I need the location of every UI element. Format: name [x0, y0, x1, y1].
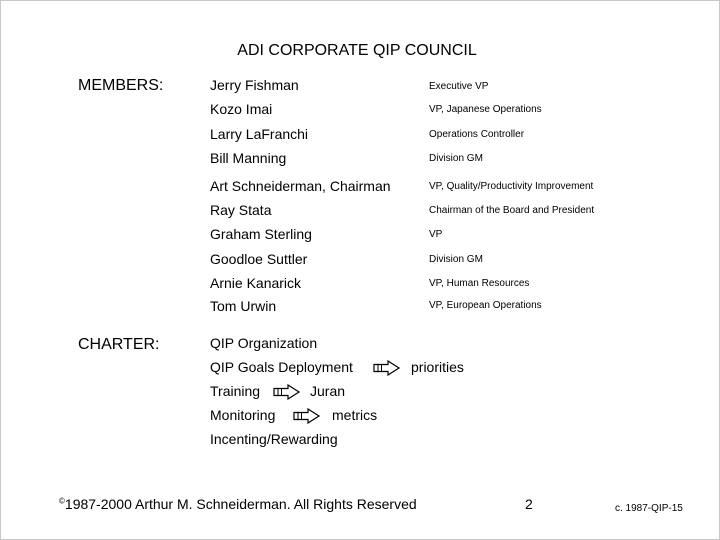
member-name: Goodloe Suttler [210, 251, 308, 267]
member-name: Ray Stata [210, 202, 272, 218]
charter-item: QIP Organization [210, 335, 318, 351]
member-role: VP, Quality/Productivity Improvement [429, 181, 594, 192]
member-name: Larry LaFranchi [210, 126, 309, 142]
member-name: Bill Manning [210, 150, 287, 166]
hollow-right-arrow-icon [273, 384, 301, 400]
hollow-right-arrow-icon [293, 408, 321, 424]
member-role: Operations Controller [429, 129, 525, 140]
copyright-symbol: © [59, 496, 65, 506]
member-role: Division GM [429, 254, 483, 265]
charter-item: QIP Goals Deployment [210, 359, 353, 375]
slide-title: ADI CORPORATE QIP COUNCIL [237, 42, 477, 59]
charter-item: Training [210, 383, 261, 399]
member-name: Arnie Kanarick [210, 275, 302, 291]
members-label: MEMBERS: [78, 77, 164, 94]
member-name: Jerry Fishman [210, 77, 299, 93]
charter-item: Monitoring [210, 407, 276, 423]
member-role: Executive VP [429, 81, 489, 92]
member-role: VP, Human Resources [429, 278, 530, 289]
slide-reference: c. 1987-QIP-15 [615, 503, 683, 514]
member-role: VP [429, 229, 443, 240]
member-name: Tom Urwin [210, 298, 277, 314]
charter-item-result: priorities [411, 359, 464, 375]
charter-label: CHARTER: [78, 336, 160, 353]
page-number: 2 [525, 496, 533, 512]
charter-item-result: metrics [332, 407, 378, 423]
member-name: Kozo Imai [210, 101, 273, 117]
copyright-notice [59, 496, 417, 512]
charter-item: Incenting/Rewarding [210, 431, 338, 447]
member-role: Chairman of the Board and President [429, 205, 595, 216]
member-role: Division GM [429, 153, 483, 164]
member-name: Graham Sterling [210, 226, 312, 242]
charter-item-result: Juran [310, 383, 346, 399]
member-name: Art Schneiderman, Chairman [210, 178, 391, 194]
member-role: VP, Japanese Operations [429, 104, 542, 115]
hollow-right-arrow-icon [373, 360, 401, 376]
copyright-text: 1987-2000 Arthur M. Schneiderman. All Rights Reserved [64, 496, 417, 512]
member-role: VP, European Operations [429, 300, 542, 311]
